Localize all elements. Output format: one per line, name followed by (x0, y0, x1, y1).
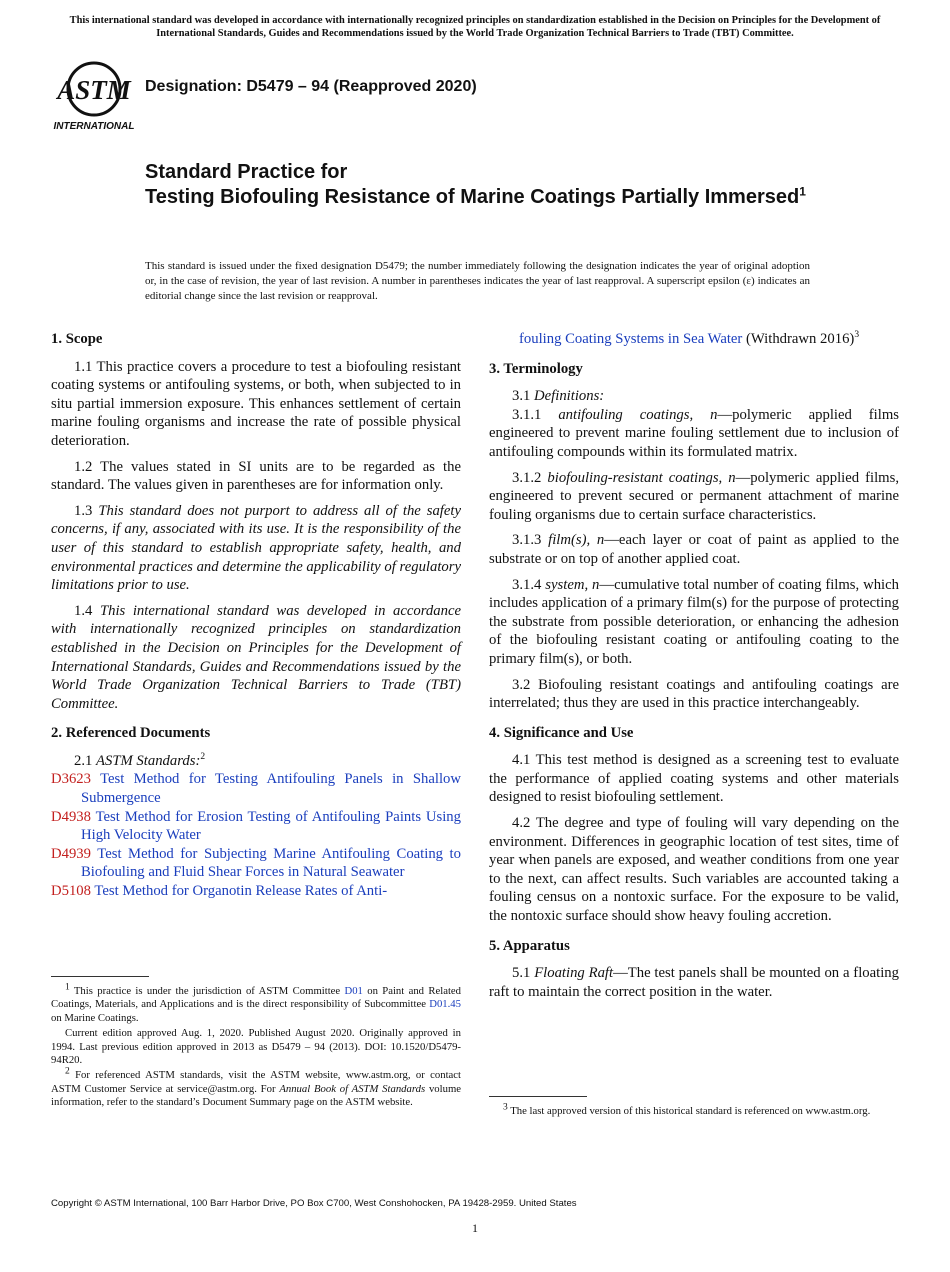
section-significance-heading: 4. Significance and Use (489, 724, 634, 741)
right-column (489, 330, 899, 1008)
section-scope-heading: 1. Scope (51, 331, 103, 347)
reference-d4938[interactable]: D4938 Test Method for Erosion Testing of Antifouling Paints Using High Velocity Water (51, 808, 461, 844)
link-d01-45[interactable]: D01.45 (429, 998, 461, 1011)
link-d01[interactable]: D01 (344, 985, 363, 997)
issue-note: This standard is issued under the fixed designation D5479; the number immediately following the designation indicates the year of original adoption or, in the case of revision, the year of last revision. A number in parentheses indicates the year of last reapproval. A superscript epsilon (ε) indicates an editorial change since the last revision or reapproval. (145, 260, 810, 302)
svg-text:ASTM: ASTM (57, 75, 131, 105)
designation: Designation: D5479 – 94 (Reapproved 2020) (145, 78, 477, 95)
title-line-2: Testing Biofouling Resistance of Marine Coatings Partially Immersed$^1$ (145, 184, 806, 208)
paragraph-4-2: 4.2 The degree and type of fouling will vary depending on the environment. Differences in geographic location of test sites, time of year when panels are exposed, and weather conditions from one year to the next, can affect results. Such variables are accounted taking a fouling census on a nontoxic surface. For the exposure to be valid, the nontoxic surface should show heavy fouling accretion. (489, 815, 899, 925)
document-title (145, 160, 845, 210)
footnote-2: $^2$ For referenced ASTM standards, visit the ASTM website, www.astm.org, or contact ASTM Customer Service at service@astm.org. For Annual Book of ASTM Standards volume information, refer to the standard’s Document Summary page on the ASTM website. (51, 1066, 461, 1109)
paragraph-1-3: 1.3 This standard does not purport to address all of the safety concerns, if any, associated with its use. It is the responsibility of the user of this standard to establish appropriate safety, health, and environmental practices and determine the applicability of regulatory limitations prior to use. (51, 502, 462, 594)
definition-3-1-4: 3.1.4 system, n—cumulative total number of coating films, which includes application of a primary film(s) for the purpose of protecting the substrate from possible deterioration, or enhancing the adhesion of the biofouling resistant coating or antifouling coating to the primary film(s), or both. (489, 576, 899, 667)
title-footnote-mark: 1 (799, 184, 806, 199)
footnote-1: $^1$ This practice is under the jurisdiction of ASTM Committee D01 on Paint and Related Coatings, Materials, and Applications and is the direct responsibility of Subcommittee D01.45 on Marine Coatings. (51, 982, 462, 1024)
footnote-3: $^3$ The last approved version of this historical standard is referenced on www.astm.org. (503, 1102, 871, 1117)
svg-text:INTERNATIONAL: INTERNATIONAL (53, 121, 135, 132)
paragraph-1-1: 1.1 This practice covers a procedure to test a biofouling resistant coating systems or antifouling systems, or both, when subjected to in situ partial immersion exposure. This enhances settlement of certain marine fouling organisms and increase the rate of possible physical deterioration. (51, 358, 461, 449)
footnotes-left (51, 976, 461, 1112)
paragraph-3-2: 3.2 Biofouling resistant coatings and antifouling coatings are interrelated; thus they are used in this practice interchangeably. (489, 676, 899, 712)
definition-3-1-2: 3.1.2 biofouling-resistant coatings, n—polymeric applied films, engineered to prevent secured or permanent attachment of marine fouling organisms due to certain surface characteristics. (489, 469, 899, 523)
definition-3-1-1: 3.1.1 antifouling coatings, n—polymeric applied films engineered to prevent marine fouling settlement due to inclusion of antifouling compounds within its formulated matrix. (489, 406, 899, 460)
reference-d4939[interactable]: D4939 Test Method for Subjecting Marine Antifouling Coating to Biofouling and Fluid Shear Forces in Natural Seawater (51, 845, 461, 881)
page-number: 1 (472, 1221, 478, 1235)
reference-d3623[interactable]: D3623 Test Method for Testing Antifouling Panels in Shallow Submergence (51, 771, 461, 807)
astm-standards-label: 2.1 ASTM Standards:$^2$ (74, 751, 206, 769)
section-apparatus-heading: 5. Apparatus (489, 937, 570, 954)
paragraph-4-1: 4.1 This test method is designed as a screening test to evaluate the performance of applied coating systems and other materials designed to resist biofouling settlement. (489, 752, 899, 806)
footnote-rule-right (489, 1096, 587, 1097)
section-terminology-heading: 3. Terminology (489, 360, 583, 377)
definitions-label: 3.1 Definitions: (512, 388, 605, 405)
paragraph-5-1: 5.1 Floating Raft—The test panels shall be mounted on a floating raft to maintain the correct position in the water. (489, 965, 899, 1000)
reference-d5108[interactable]: D5108 Test Method for Organotin Release Rates of Anti- (51, 883, 388, 900)
footnotes-right (489, 1096, 899, 1120)
copyright-notice: Copyright © ASTM International, 100 Barr Harbor Drive, PO Box C700, West Conshohocken, PA 19428-2959. United States (51, 1198, 577, 1209)
footnote-1-edition: Current edition approved Aug. 1, 2020. Published August 2020. Originally approved in 1994. Last previous edition approved in 2013 as D5479 – 94 (2013). DOI: 10.1520/D5479-94R20. (51, 1027, 461, 1067)
paragraph-1-2: 1.2 The values stated in SI units are to be regarded as the standard. The values given in parentheses are for information only. (51, 458, 461, 494)
paragraph-1-4: 1.4 This international standard was developed in accordance with internationally recognized principles on standardization established in the Decision on Principles for the Development of International Standards, Guides and Recommendations issued by the World Trade Organization Technical Barriers to Trade (TBT) Committee. (51, 602, 461, 712)
definition-3-1-3: 3.1.3 film(s), n—each layer or coat of paint as applied to the substrate or on top of another applied coat. (489, 532, 899, 567)
left-column (51, 330, 461, 901)
top-notice: This international standard was developed in accordance with internationally recognized principles on standardization established in the Decision on Principles for the Development of International Standards, Guides and Recommendations issued by the World Trade Organization Technical Barriers to Trade (TBT) Committee. (69, 15, 881, 39)
astm-logo-icon (52, 52, 136, 136)
reference-d5108-continued[interactable]: fouling Coating Systems in Sea Water (Withdrawn 2016)$^3$ (519, 330, 860, 347)
section-referenced-documents-heading: 2. Referenced Documents (51, 725, 211, 742)
title-line-1: Standard Practice for (145, 161, 348, 183)
footnote-rule (51, 976, 149, 977)
